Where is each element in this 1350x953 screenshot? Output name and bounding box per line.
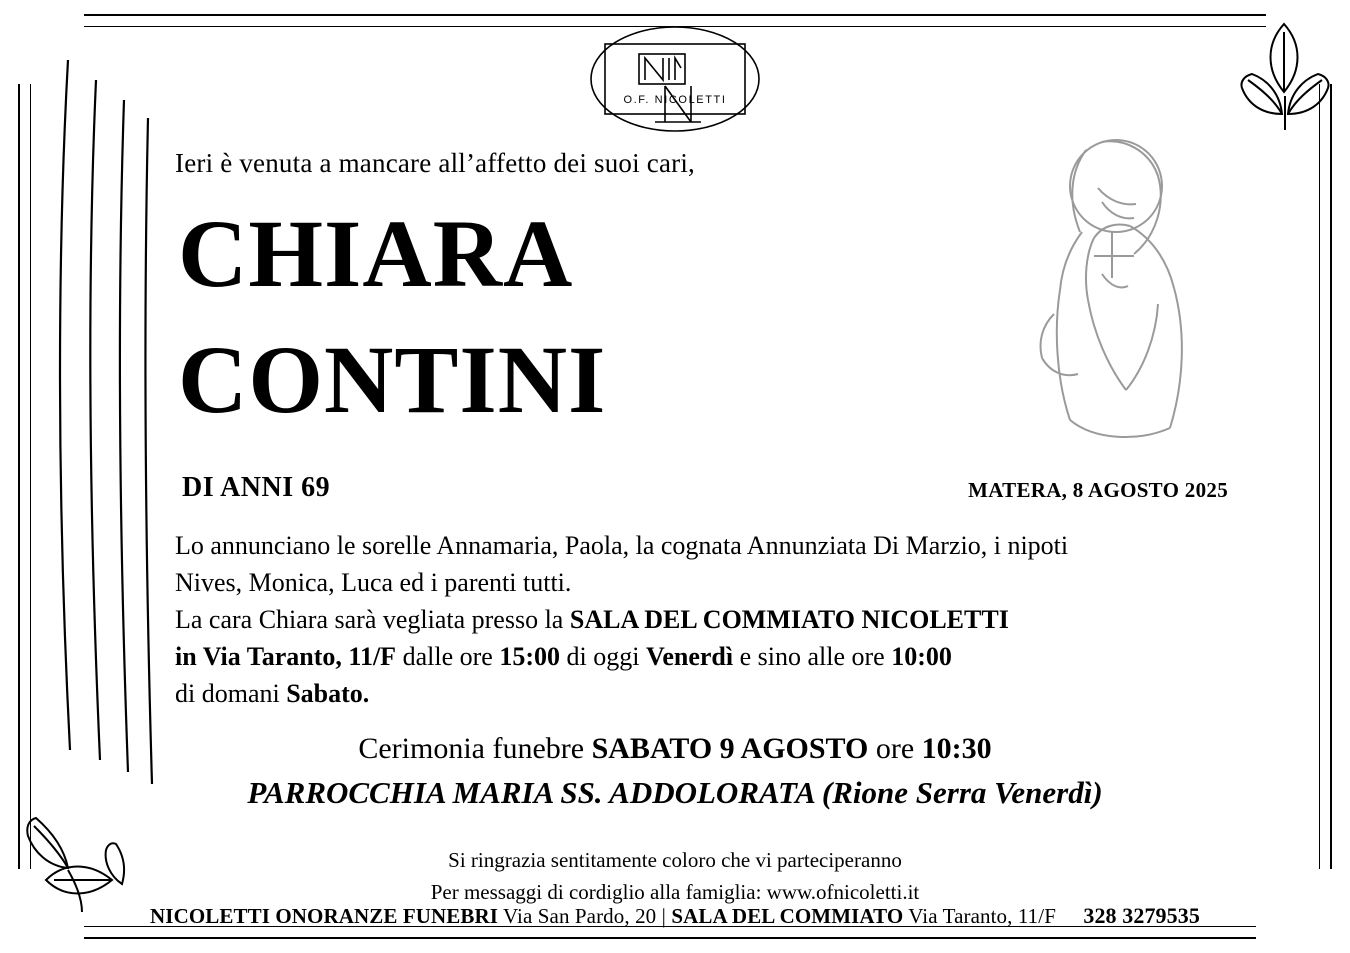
age-line: DI ANNI 69	[182, 472, 331, 503]
ceremony-mid: ore	[868, 732, 922, 765]
logo-text: O.F. NICOLETTI	[623, 94, 727, 106]
vigil-mid-2: di oggi	[559, 641, 646, 671]
ceremony-church: PARROCCHIA MARIA SS. ADDOLORATA (Rione Serra Venerdì)	[247, 774, 1103, 810]
footer-hall-group	[671, 904, 1061, 928]
thanks-block	[0, 845, 1350, 908]
announce-line-1: Lo annunciano le sorelle Annamaria, Paola, la cognata Annunziata Di Marzio, i nipoti	[175, 531, 1069, 560]
ceremony-day: SABATO 9 AGOSTO	[591, 732, 869, 765]
vigil-time-to: 10:00	[891, 641, 952, 671]
ceremony-time: 10:30	[921, 732, 992, 765]
vigil-line-3	[175, 676, 1205, 713]
footer-hall-address: Via Taranto, 11/F	[908, 904, 1056, 928]
vigil-hall: SALA DEL COMMIATO NICOLETTI	[569, 604, 1009, 634]
deceased-last-name: CONTINI	[178, 326, 607, 433]
announcement-block	[175, 528, 1205, 713]
footer-company: NICOLETTI ONORANZE FUNEBRI	[150, 904, 499, 928]
deceased-first-name: CHIARA	[178, 200, 574, 307]
footer-company-group	[150, 904, 662, 928]
vigil-address: in Via Taranto, 11/F	[175, 641, 397, 671]
vigil-prefix: La cara Chiara sarà vegliata presso la	[175, 604, 570, 634]
vigil-time-from: 15:00	[499, 641, 560, 671]
place-date: MATERA, 8 AGOSTO 2025	[968, 478, 1228, 502]
vigil-day-to: Sabato.	[286, 678, 370, 708]
footer-company-address: Via San Pardo, 20	[503, 904, 657, 928]
footer-bar	[0, 903, 1350, 929]
ceremony-prefix: Cerimonia funebre	[358, 732, 592, 765]
vigil-day-from: Venerdì	[645, 641, 734, 671]
ceremony-block	[0, 727, 1350, 815]
intro-line: Ieri è venuta a mancare all’affetto dei suoi cari,	[175, 148, 695, 178]
announce-line-2: Nives, Monica, Luca ed i parenti tutti.	[175, 567, 572, 597]
vigil-mid-3: e sino alle ore	[733, 641, 892, 671]
footer-hall: SALA DEL COMMIATO	[671, 904, 904, 928]
vigil-line-1	[175, 602, 1205, 639]
thanks-line-2: Per messaggi di cordiglio alla famiglia: www.ofnicoletti.it	[430, 879, 920, 904]
vigil-line-2	[175, 639, 1205, 676]
thanks-line-1: Si ringrazia sentitamente coloro che vi parteciperanno	[448, 848, 902, 872]
footer-separator: |	[661, 904, 666, 928]
vigil-mid-1: dalle ore	[396, 641, 500, 671]
vigil-mid-4: di domani	[175, 678, 287, 708]
footer-phone: 328 3279535	[1083, 903, 1200, 928]
ceremony-line	[0, 727, 1350, 771]
